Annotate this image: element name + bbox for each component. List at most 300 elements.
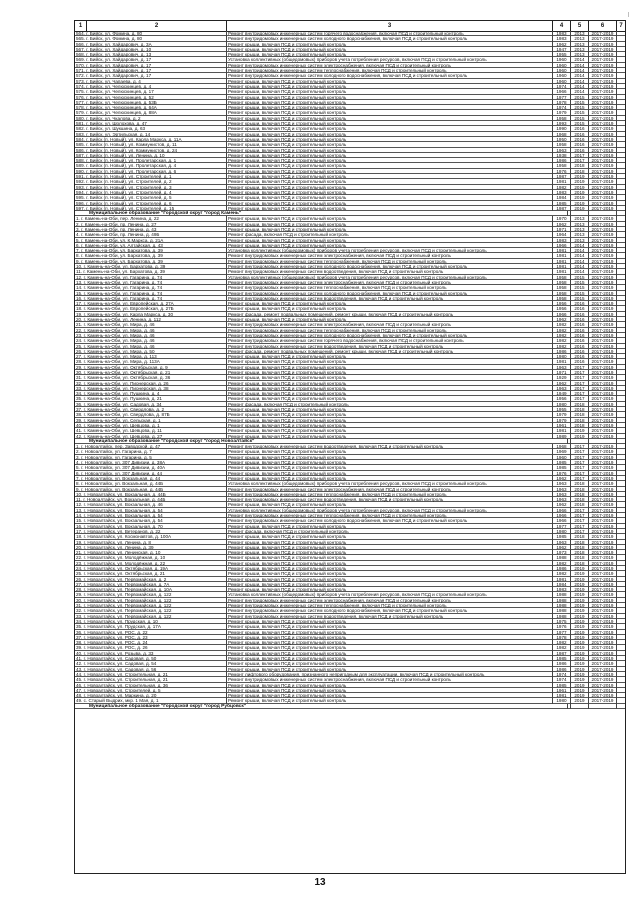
planned-period-cell: 2017-2019 xyxy=(589,275,617,280)
work-type-cell: Ремонт внутридомовых инженерных систем холодного водоснабжения, включая ПСД и строительный контроль xyxy=(227,264,553,269)
repair-year-cell: 2014 xyxy=(571,84,589,89)
address-cell: 41. г. Новоалтайск, ул. Садовая, д. 50 xyxy=(75,656,227,661)
planned-period-cell: 2017-2019 xyxy=(589,95,617,100)
planned-period-cell: 2017-2019 xyxy=(589,540,617,545)
repair-year-cell: 2019 xyxy=(571,598,589,603)
address-cell: 10. г. Новоалтайск, ул. Вокзальная, д. 44Б xyxy=(75,492,227,497)
planned-period-cell: 2017-2019 xyxy=(589,592,617,597)
work-type-cell: Ремонт внутридомовых инженерных систем водоотведения, включая ПСД и строительный контроль xyxy=(227,269,553,274)
repair-year-cell: 2015 xyxy=(571,291,589,296)
year-built-cell: 1947 xyxy=(553,47,571,52)
year-built-cell: 1956 xyxy=(553,301,571,306)
address-cell: 44. г. Новоалтайск, ул. Строительная, д. 21 xyxy=(75,672,227,677)
address-cell: 20. г. Камень-на-Оби, ул. Ленина, д. 112 xyxy=(75,317,227,322)
address-cell: 29. г. Новоалтайск, ул. Первомайская, д. 122 xyxy=(75,592,227,597)
repair-year-cell: 2014 xyxy=(571,79,589,84)
address-cell: 4. г. Новоалтайск, ул. 307 Дивизии, д. 38А xyxy=(75,460,227,465)
repair-year-cell: 2016 xyxy=(571,301,589,306)
address-cell: 566. г. Бийск, ул. Хайдарович, д. 3А xyxy=(75,42,227,47)
repair-year-cell: 2019 xyxy=(571,672,589,677)
repair-year-cell: 2019 xyxy=(571,577,589,582)
work-type-cell: Ремонт крыши, включая ПСД и строительный контроль xyxy=(227,126,553,131)
year-built-cell: 1938 xyxy=(553,153,571,158)
header-col-6: 6 xyxy=(589,21,617,31)
repair-year-cell: 2016 xyxy=(571,333,589,338)
year-built-cell: 1989 xyxy=(553,434,571,439)
repair-year-cell: 2018 xyxy=(571,497,589,502)
empty-cell xyxy=(553,704,571,709)
work-type-cell: Ремонт крыши, включая ПСД и строительный контроль xyxy=(227,185,553,190)
repair-year-cell: 2014 xyxy=(571,243,589,248)
address-cell: 589. г. Бийск (п. Новый), ул. Пролетарская, д. 4 xyxy=(75,163,227,168)
repair-year-cell: 2013 xyxy=(571,232,589,237)
repair-year-cell: 2018 xyxy=(571,487,589,492)
planned-period-cell: 2017-2019 xyxy=(589,518,617,523)
planned-period-cell: 2017-2019 xyxy=(589,651,617,656)
year-built-cell: 1961 xyxy=(553,688,571,693)
work-type-cell: Ремонт внутридомовых инженерных систем водоотведения, включая ПСД и строительный контроль xyxy=(227,444,553,449)
planned-period-cell: 2017-2019 xyxy=(589,375,617,380)
planned-period-cell: 2017-2019 xyxy=(589,476,617,481)
address-cell: 10. г. Камень-на-Оби, ул. Бархатова, д. 39 xyxy=(75,264,227,269)
section-title: Муниципальное образование "Городской округ "город Рубцовск" xyxy=(75,704,568,709)
work-type-cell: Ремонт внутридомовых инженерных систем электроснабжения, включая ПСД и строительный контроль xyxy=(227,487,553,492)
year-built-cell: 1982 xyxy=(553,322,571,327)
repair-year-cell: 2015 xyxy=(571,285,589,290)
year-built-cell: 1981 xyxy=(553,179,571,184)
address-cell: 11. г. Новоалтайск, ул. Вокзальная, д. 44Б xyxy=(75,497,227,502)
planned-period-cell: 2017-2019 xyxy=(589,524,617,529)
repair-year-cell: 2013 xyxy=(571,222,589,227)
year-built-cell: 1984 xyxy=(553,195,571,200)
work-type-cell: Ремонт крыши, включая ПСД и строительный контроль xyxy=(227,52,553,57)
repair-year-cell: 2018 xyxy=(571,423,589,428)
year-built-cell: 1977 xyxy=(553,630,571,635)
repair-year-cell: 2014 xyxy=(571,63,589,68)
repair-year-cell: 2019 xyxy=(571,185,589,190)
work-type-cell: Ремонт крыши, включая ПСД и строительный контроль xyxy=(227,95,553,100)
work-type-cell: Ремонт крыши, включая ПСД и строительный контроль xyxy=(227,460,553,465)
year-built-cell: 1971 xyxy=(553,370,571,375)
repair-year-cell: 2016 xyxy=(571,322,589,327)
work-type-cell: Ремонт крыши, включая ПСД и строительный контроль xyxy=(227,566,553,571)
planned-period-cell: 2017-2019 xyxy=(589,222,617,227)
work-type-cell: Ремонт крыши, включая ПСД и строительный контроль xyxy=(227,105,553,110)
planned-period-cell: 2017-2019 xyxy=(589,185,617,190)
planned-period-cell: 2017-2019 xyxy=(589,52,617,57)
planned-period-cell: 2017-2019 xyxy=(589,683,617,688)
repair-year-cell: 2013 xyxy=(571,238,589,243)
address-cell: 9. г. Новоалтайск, ул. Вокзальная, д. 44Б xyxy=(75,487,227,492)
repair-year-cell: 2013 xyxy=(571,52,589,57)
repair-year-cell: 2016 xyxy=(571,132,589,137)
address-cell: 588. г. Бийск (п. Новый), ул. Пролетарская, д. 1 xyxy=(75,158,227,163)
planned-period-cell: 2017-2019 xyxy=(589,328,617,333)
repair-year-cell: 2015 xyxy=(571,105,589,110)
year-built-cell: 1960 xyxy=(553,57,571,62)
year-built-cell: 1982 xyxy=(553,561,571,566)
repair-year-cell: 2013 xyxy=(571,42,589,47)
repair-year-cell: 2017 xyxy=(571,476,589,481)
address-cell: 39. г. Камень-на-Оби, ул. Сельская, д. 1 xyxy=(75,418,227,423)
work-type-cell: Ремонт крыши, включая ПСД и строительный контроль xyxy=(227,386,553,391)
planned-period-cell: 2017-2019 xyxy=(589,354,617,359)
work-type-cell: Ремонт крыши, включая ПСД и строительный контроль xyxy=(227,365,553,370)
year-built-cell: 1963 xyxy=(553,492,571,497)
address-cell: 12. г. Камень-на-Оби, ул. Гагарина, д. 74 xyxy=(75,275,227,280)
year-built-cell: 1963 xyxy=(553,540,571,545)
year-built-cell: 1982 xyxy=(553,640,571,645)
repair-year-cell: 2017 xyxy=(571,153,589,158)
address-cell: 18. г. Камень-на-Оби, ул. Европейская, д. 27Б xyxy=(75,306,227,311)
work-type-cell: Ремонт фасада, ремонт подвальных помещений, ремонт крыши, включая ПСД и строительный контроль xyxy=(227,312,553,317)
work-type-cell: Ремонт крыши, включая ПСД и строительный контроль xyxy=(227,693,553,698)
planned-period-cell: 2017-2019 xyxy=(589,566,617,571)
planned-period-cell: 2017-2019 xyxy=(589,449,617,454)
planned-period-cell: 2017-2019 xyxy=(589,126,617,131)
planned-period-cell: 2017-2019 xyxy=(589,619,617,624)
planned-period-cell: 2017-2019 xyxy=(589,148,617,153)
planned-period-cell: 2017-2019 xyxy=(589,248,617,253)
year-built-cell: 1983 xyxy=(553,190,571,195)
year-built-cell: 1993 xyxy=(553,121,571,126)
address-cell: 575. г. Бийск, ул. Челюскинцев, д. 17 xyxy=(75,89,227,94)
year-built-cell: 1988 xyxy=(553,555,571,560)
work-type-cell: Ремонт внутридомовых инженерных систем водоотведения, включая ПСД и строительный контроль xyxy=(227,344,553,349)
year-built-cell: 1983 xyxy=(553,587,571,592)
address-cell: 22. г. Новоалтайск, ул. Молодёжная, д. 10 xyxy=(75,555,227,560)
work-type-cell: Ремонт крыши, включая ПСД и строительный контроль xyxy=(227,582,553,587)
work-type-cell: Ремонт крыши, включая ПСД и строительный контроль xyxy=(227,47,553,52)
address-cell: 564. г. Бийск, ул. Фомина, д. 80 xyxy=(75,31,227,36)
address-cell: 7. г. Новоалтайск, ул. Вокзальная, д. 44 xyxy=(75,476,227,481)
repair-year-cell: 2015 xyxy=(571,296,589,301)
repair-year-cell: 2019 xyxy=(571,698,589,703)
year-built-cell: 1982 xyxy=(553,185,571,190)
address-cell: 21. г. Камень-на-Оби, ул. Мира, д. 46 xyxy=(75,322,227,327)
address-cell: 584. г. Бийск (п. Новый), ул. Карла Маркса, д. 11А xyxy=(75,137,227,142)
address-cell: 7. г. Камень-на-Оби, ул. Бархатова, д. 39 xyxy=(75,248,227,253)
address-cell: 45. г. Новоалтайск, ул. Строительная, д. 21 xyxy=(75,677,227,682)
planned-period-cell: 2017-2019 xyxy=(589,349,617,354)
repair-year-cell: 2014 xyxy=(571,253,589,258)
address-cell: 586. г. Бийск (п. Новый), ул. Коммунистов, д. 24 xyxy=(75,148,227,153)
repair-year-cell: 2016 xyxy=(571,328,589,333)
planned-period-cell: 2017-2019 xyxy=(589,121,617,126)
planned-period-cell: 2017-2019 xyxy=(589,487,617,492)
planned-period-cell: 2017-2019 xyxy=(589,529,617,534)
year-built-cell: 1962 xyxy=(553,42,571,47)
repair-year-cell: 2019 xyxy=(571,582,589,587)
planned-period-cell: 2017-2019 xyxy=(589,296,617,301)
work-type-cell: Ремонт крыши, включая ПСД и строительный контроль xyxy=(227,455,553,460)
planned-period-cell: 2017-2019 xyxy=(589,465,617,470)
repair-year-cell: 2018 xyxy=(571,412,589,417)
year-built-cell: 1955 xyxy=(553,52,571,57)
repair-year-cell: 2014 xyxy=(571,248,589,253)
address-cell: 28. г. Новоалтайск, ул. Первомайская, д. 10А xyxy=(75,587,227,592)
work-type-cell: Ремонт крыши, включая ПСД и строительный контроль xyxy=(227,317,553,322)
work-type-cell: Ремонт внутридомовых инженерных систем водоотведения, включая ПСД и строительный контроль xyxy=(227,614,553,619)
year-built-cell: 1986 xyxy=(553,158,571,163)
address-cell: 42. г. Камень-на-Оби, ул. Шевцова, д. 27 xyxy=(75,434,227,439)
year-built-cell: 1962 xyxy=(553,381,571,386)
work-type-cell: Ремонт крыши, включая ПСД и строительный контроль xyxy=(227,169,553,174)
work-type-cell: Ремонт внутридомовых инженерных систем теплоснабжения, включая ПСД и строительный контроль xyxy=(227,285,553,290)
planned-period-cell: 2017-2019 xyxy=(589,137,617,142)
repair-year-cell: 2018 xyxy=(571,169,589,174)
work-type-cell: Ремонт крыши, включая ПСД и строительный контроль xyxy=(227,396,553,401)
address-cell: 28. г. Камень-на-Оби, ул. Мира, д. 113А xyxy=(75,359,227,364)
year-built-cell: 1982 xyxy=(553,344,571,349)
planned-period-cell: 2017-2019 xyxy=(589,216,617,221)
margin-mark: | xyxy=(628,12,630,18)
planned-period-cell: 2017-2019 xyxy=(589,269,617,274)
repair-year-cell: 2017 xyxy=(571,365,589,370)
work-type-cell: Ремонт крыши, включая ПСД и строительный контроль xyxy=(227,142,553,147)
work-type-cell: Ремонт фасада, ремонт подвальных помещений, ремонт крыши, включая ПСД и строительный контроль xyxy=(227,349,553,354)
work-type-cell: Ремонт крыши, включая ПСД и строительный контроль xyxy=(227,190,553,195)
repair-year-cell: 2017 xyxy=(571,449,589,454)
planned-period-cell: 2017-2019 xyxy=(589,116,617,121)
repair-year-cell: 2016 xyxy=(571,354,589,359)
repair-year-cell: 2016 xyxy=(571,338,589,343)
year-built-cell: 1988 xyxy=(553,614,571,619)
work-type-cell: Ремонт крыши, включая ПСД и строительный контроль xyxy=(227,132,553,137)
work-type-cell: Ремонт крыши, включая ПСД и строительный контроль xyxy=(227,449,553,454)
year-built-cell: 1960 xyxy=(553,79,571,84)
year-built-cell: 1988 xyxy=(553,592,571,597)
planned-period-cell: 2017-2019 xyxy=(589,232,617,237)
planned-period-cell: 2017-2019 xyxy=(589,264,617,269)
work-type-cell: Ремонт фасада, включая ПСД и строительный контроль xyxy=(227,529,553,534)
address-cell: 17. г. Камень-на-Оби, ул. Европейская, д. 27А xyxy=(75,301,227,306)
repair-year-cell: 2019 xyxy=(571,614,589,619)
address-cell: 581. г. Бийск, ул. Шолохова, д. 47 xyxy=(75,121,227,126)
planned-period-cell: 2017-2019 xyxy=(589,344,617,349)
address-cell: 37. г. Новоалтайск, ул. РОС, д. 23 xyxy=(75,635,227,640)
work-type-cell: Ремонт крыши, включая ПСД и строительный контроль xyxy=(227,645,553,650)
planned-period-cell: 2017-2019 xyxy=(589,285,617,290)
address-cell: 580. г. Бийск, ул. Чкалова, д. 2 xyxy=(75,116,227,121)
year-built-cell: 1978 xyxy=(553,100,571,105)
empty-cell xyxy=(589,704,617,709)
year-built-cell: 1985 xyxy=(553,201,571,206)
address-cell: 582. г. Бийск, ул. Шукшина, д. 63 xyxy=(75,126,227,131)
repair-year-cell: 2017 xyxy=(571,518,589,523)
address-cell: 34. г. Камень-на-Оби, ул. Пушкина, д. 4 xyxy=(75,391,227,396)
year-built-cell: 1956 xyxy=(553,396,571,401)
work-type-cell: Ремонт крыши, включая ПСД и строительный контроль xyxy=(227,116,553,121)
header-col-7: 7 xyxy=(619,23,623,29)
repair-year-cell: 2017 xyxy=(571,455,589,460)
year-built-cell: 1966 xyxy=(553,508,571,513)
work-type-cell: Ремонт крыши, включая ПСД и строительный контроль xyxy=(227,391,553,396)
planned-period-cell: 2017-2019 xyxy=(589,89,617,94)
planned-period-cell: 2017-2019 xyxy=(589,31,617,36)
repair-year-cell: 2016 xyxy=(571,344,589,349)
address-cell: 38. г. Новоалтайск, ул. РОС, д. 24 xyxy=(75,640,227,645)
year-built-cell: 1963 xyxy=(553,148,571,153)
planned-period-cell: 2017-2019 xyxy=(589,645,617,650)
repair-year-cell: 2019 xyxy=(571,624,589,629)
address-cell: 592. г. Бийск (п. Новый), ул. Строителей, д. 2 xyxy=(75,179,227,184)
planned-period-cell: 2017-2019 xyxy=(589,280,617,285)
repair-year-cell: 2019 xyxy=(571,179,589,184)
planned-period-cell: 2017-2019 xyxy=(589,534,617,539)
work-type-cell: Ремонт внутридомовых инженерных систем холодного водоснабжения, включая ПСД и строительный контроль xyxy=(227,333,553,338)
repair-year-cell: 2014 xyxy=(571,89,589,94)
address-cell: 568. г. Бийск, ул. Хайдарович, д. 13 xyxy=(75,52,227,57)
planned-period-cell: 2017-2019 xyxy=(589,481,617,486)
planned-period-cell: 2017-2019 xyxy=(589,381,617,386)
work-type-cell: Ремонт крыши, включая ПСД и строительный контроль xyxy=(227,640,553,645)
year-built-cell: 1962 xyxy=(553,502,571,507)
work-type-cell: Ремонт крыши, включая ПСД и строительный контроль xyxy=(227,100,553,105)
year-built-cell: 1976 xyxy=(553,624,571,629)
address-cell: 13. г. Камень-на-Оби, ул. Гагарина, д. 74 xyxy=(75,280,227,285)
work-type-cell: Ремонт крыши, включая ПСД и строительный контроль xyxy=(227,550,553,555)
year-built-cell: 1966 xyxy=(553,243,571,248)
address-cell: 32. г. Камень-на-Оби, ул. Пионерская, д. 26 xyxy=(75,381,227,386)
repair-year-cell: 2018 xyxy=(571,540,589,545)
work-type-cell: Ремонт крыши, включая ПСД и строительный контроль xyxy=(227,428,553,433)
repair-year-cell: 2013 xyxy=(571,36,589,41)
planned-period-cell: 2017-2019 xyxy=(589,317,617,322)
repair-year-cell: 2019 xyxy=(571,195,589,200)
register-table xyxy=(74,20,626,874)
work-type-cell: Ремонт крыши, включая ПСД и строительный контроль xyxy=(227,195,553,200)
work-type-cell: Ремонт крыши, включая ПСД и строительный контроль xyxy=(227,418,553,423)
address-cell: 590. г. Бийск (п. Новый), ул. Пролетарская, д. 6 xyxy=(75,169,227,174)
address-cell: 593. г. Бийск (п. Новый), ул. Строителей, д. 3 xyxy=(75,185,227,190)
repair-year-cell: 2014 xyxy=(571,264,589,269)
planned-period-cell: 2017-2019 xyxy=(589,84,617,89)
work-type-cell: Ремонт крыши, включая ПСД и строительный контроль xyxy=(227,84,553,89)
repair-year-cell: 2016 xyxy=(571,137,589,142)
repair-year-cell: 2019 xyxy=(571,661,589,666)
repair-year-cell: 2017 xyxy=(571,465,589,470)
planned-period-cell: 2017-2019 xyxy=(589,110,617,115)
repair-year-cell: 2017 xyxy=(571,529,589,534)
planned-period-cell: 2017-2019 xyxy=(589,312,617,317)
year-built-cell: 1985 xyxy=(553,683,571,688)
year-built-cell: 1981 xyxy=(553,264,571,269)
address-cell: 18. г. Новоалтайск, ул. Космонавтов, д. 100А xyxy=(75,534,227,539)
repair-year-cell: 2019 xyxy=(571,608,589,613)
year-built-cell: 1985 xyxy=(553,465,571,470)
work-type-cell: Ремонт крыши, включая ПСД и строительный контроль xyxy=(227,163,553,168)
planned-period-cell: 2017-2019 xyxy=(589,301,617,306)
planned-period-cell: 2017-2019 xyxy=(589,502,617,507)
year-built-cell: 1983 xyxy=(553,238,571,243)
year-built-cell: 1987 xyxy=(553,651,571,656)
address-cell: 587. г. Бийск (п. Новый), ул. Ленина, д. 10 xyxy=(75,153,227,158)
work-type-cell: Ремонт крыши, включая ПСД и строительный контроль xyxy=(227,121,553,126)
year-built-cell: 1979 xyxy=(553,412,571,417)
repair-year-cell: 2018 xyxy=(571,534,589,539)
repair-year-cell: 2019 xyxy=(571,640,589,645)
planned-period-cell: 2017-2019 xyxy=(589,693,617,698)
year-built-cell: 1958 xyxy=(553,291,571,296)
year-built-cell: 1981 xyxy=(553,248,571,253)
planned-period-cell: 2017-2019 xyxy=(589,105,617,110)
address-cell: 35. г. Новоалтайск, ул. Прудская, д. 17А xyxy=(75,624,227,629)
repair-year-cell: 2019 xyxy=(571,587,589,592)
address-cell: 583. г. Бийск, ул. Эртильская, д. 14 xyxy=(75,132,227,137)
work-type-cell: Ремонт внутридомовых инженерных систем холодного водоснабжения, включая ПСД и строительный контроль xyxy=(227,291,553,296)
work-type-cell: Ремонт крыши, включая ПСД и строительный контроль xyxy=(227,476,553,481)
address-cell: 27. г. Новоалтайск, ул. Первомайская, д. 7А xyxy=(75,582,227,587)
planned-period-cell: 2017-2019 xyxy=(589,338,617,343)
section-row xyxy=(75,704,625,709)
planned-period-cell: 2017-2019 xyxy=(589,163,617,168)
repair-year-cell: 2019 xyxy=(571,651,589,656)
planned-period-cell: 2017-2019 xyxy=(589,68,617,73)
planned-period-cell: 2017-2019 xyxy=(589,667,617,672)
planned-period-cell: 2017-2019 xyxy=(589,359,617,364)
year-built-cell: 1977 xyxy=(553,95,571,100)
address-cell: 570. г. Бийск, ул. Хайдарович, д. 17 xyxy=(75,63,227,68)
year-built-cell: 1980 xyxy=(553,402,571,407)
year-built-cell: 1961 xyxy=(553,423,571,428)
address-cell: 5. г. Новоалтайск, ул. 307 Дивизии, д. 40А xyxy=(75,465,227,470)
planned-period-cell: 2017-2019 xyxy=(589,434,617,439)
address-cell: 48. г. Новоалтайск, ул. Маркина, д. 20 xyxy=(75,693,227,698)
work-type-cell: Ремонт внутридомовых инженерных систем теплоснабжения, включая ПСД и строительный контроль xyxy=(227,259,553,264)
planned-period-cell: 2017-2019 xyxy=(589,471,617,476)
planned-period-cell: 2017-2019 xyxy=(589,508,617,513)
repair-year-cell: 2016 xyxy=(571,359,589,364)
address-cell: 565. г. Бийск, ул. Фомина, д. 80 xyxy=(75,36,227,41)
repair-year-cell: 2018 xyxy=(571,561,589,566)
work-type-cell: Ремонт внутридомовых инженерных систем холодного водоснабжения, включая ПСД и строительный контроль xyxy=(227,518,553,523)
address-cell: 17. г. Новоалтайск, ул. Ветеранов, д. 22 xyxy=(75,529,227,534)
planned-period-cell: 2017-2019 xyxy=(589,238,617,243)
repair-year-cell: 2013 xyxy=(571,216,589,221)
year-built-cell: 1988 xyxy=(553,608,571,613)
work-type-cell: Ремонт внутридомовых инженерных систем электроснабжения, включая ПСД и строительный контроль xyxy=(227,63,553,68)
repair-year-cell: 2019 xyxy=(571,201,589,206)
header-col-4: 4 xyxy=(553,21,571,31)
work-type-cell: Ремонт крыши, включая ПСД и строительный контроль xyxy=(227,577,553,582)
year-built-cell: 1969 xyxy=(553,449,571,454)
year-built-cell: 1958 xyxy=(553,280,571,285)
repair-year-cell: 2019 xyxy=(571,592,589,597)
work-type-cell: Ремонт внутридомовых инженерных систем водоотведения, включая ПСД и строительный контроль xyxy=(227,497,553,502)
planned-period-cell: 2017-2019 xyxy=(589,635,617,640)
address-cell: 37. г. Камень-на-Оби, ул. Свердлова, д. 2 xyxy=(75,407,227,412)
address-cell: 19. г. Камень-на-Оби, ул. Карла Маркса, д. 30 xyxy=(75,312,227,317)
address-cell: 576. г. Бийск, ул. Челюскинцев, д. 52 xyxy=(75,95,227,100)
planned-period-cell: 2017-2019 xyxy=(589,153,617,158)
year-built-cell: 1979 xyxy=(553,110,571,115)
planned-period-cell: 2017-2019 xyxy=(589,555,617,560)
address-cell: 46. г. Новоалтайск, ул. Строительная, д. 36 xyxy=(75,683,227,688)
address-cell: 578. г. Бийск, ул. Челюскинцев, д. 64А xyxy=(75,105,227,110)
repair-year-cell: 2017 xyxy=(571,508,589,513)
planned-period-cell: 2017-2019 xyxy=(589,545,617,550)
address-cell: 36. г. Новоалтайск, ул. РОС, д. 22 xyxy=(75,630,227,635)
repair-year-cell: 2018 xyxy=(571,418,589,423)
address-cell: 4. г. Камень-на-Оби, пр. Ленина, д. 49Б xyxy=(75,232,227,237)
repair-year-cell: 2013 xyxy=(571,227,589,232)
address-cell: 569. г. Бийск, ул. Хайдарович, д. 17 xyxy=(75,57,227,62)
address-cell: 33. г. Камень-на-Оби, ул. Пионерская, д. 38 xyxy=(75,386,227,391)
work-type-cell: Ремонт внутридомовых инженерных систем холодного водоснабжения, включая ПСД и строительный контроль xyxy=(227,36,553,41)
planned-period-cell: 2017-2019 xyxy=(589,370,617,375)
year-built-cell: 1987 xyxy=(553,206,571,211)
